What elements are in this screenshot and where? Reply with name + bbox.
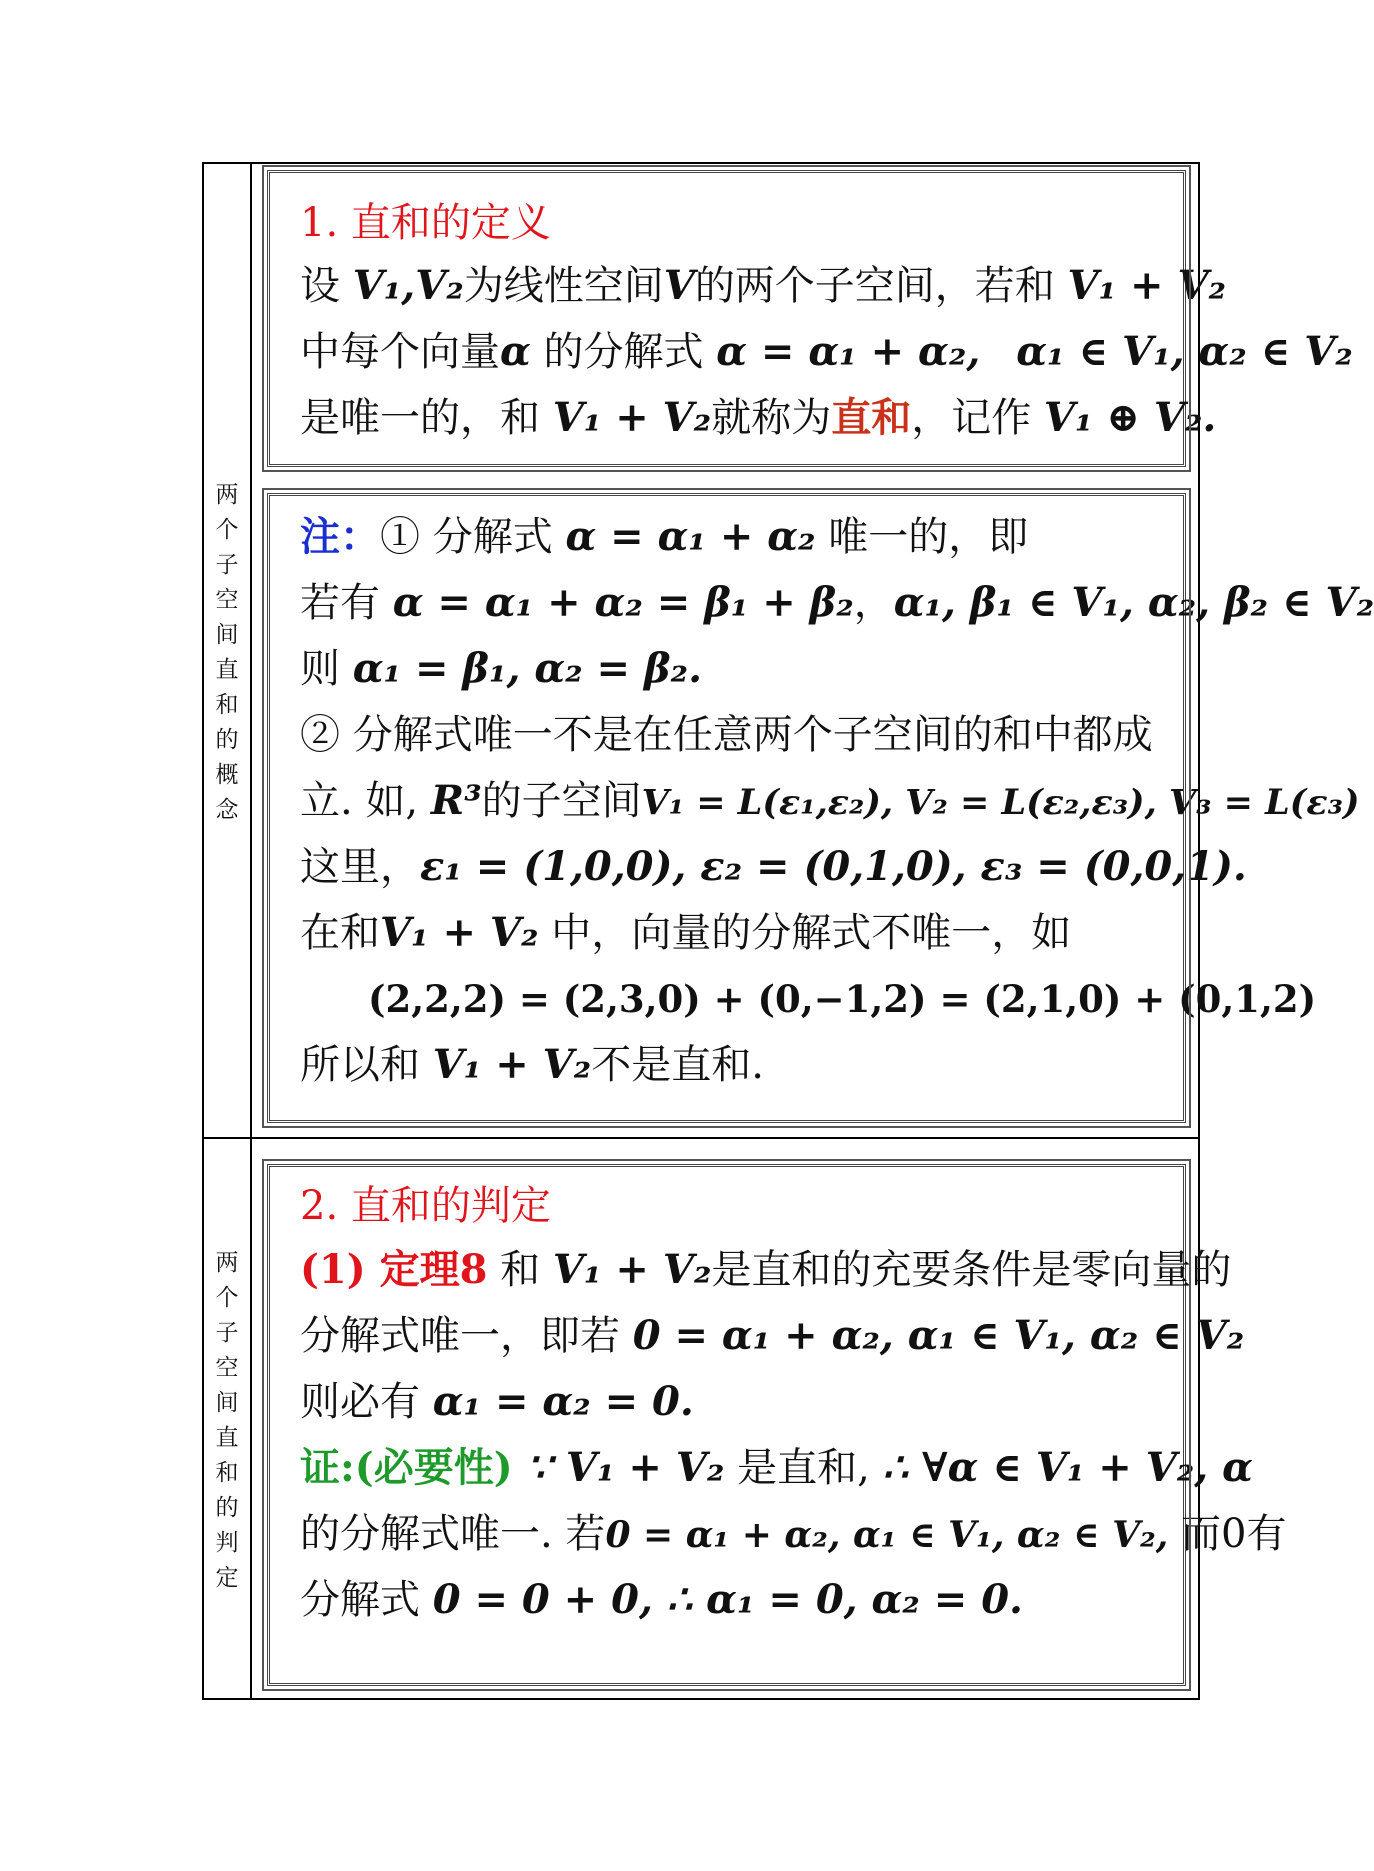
note-line-1: 注：① 分解式 α = α₁ + α₂ 唯一的，即 [300, 513, 1029, 560]
sidebar-char: 直 [215, 657, 239, 683]
note-line-2: 若有 α = α₁ + α₂ = β₁ + β₂，α₁, β₁ ∈ V₁, α₂, β₂ ∈ V₂ [300, 579, 1374, 626]
sidebar-char: 子 [215, 1320, 239, 1346]
sidebar-label-concept [204, 478, 250, 828]
sidebar-char: 和 [215, 1460, 239, 1486]
column-divider [250, 162, 252, 1700]
note-line-4: ② 分解式唯一不是在任意两个子空间的和中都成 [300, 712, 1153, 758]
sidebar-char: 空 [215, 587, 239, 613]
sidebar-char: 的 [215, 1495, 239, 1521]
sidebar-char: 两 [215, 1250, 239, 1276]
theorem-line-1: (1) 定理8 和 V₁ + V₂是直和的充要条件是零向量的 [300, 1246, 1232, 1293]
sidebar-char: 个 [215, 517, 239, 543]
definition-line-3: 是唯一的，和 V₁ + V₂就称为直和，记作 V₁ ⊕ V₂. [300, 394, 1217, 441]
sidebar-char: 概 [215, 762, 239, 788]
proof-line-3: 分解式 0 = 0 + 0, ∴ α₁ = 0, α₂ = 0. [300, 1576, 1023, 1623]
sidebar-char: 和 [215, 692, 239, 718]
theorem-line-2: 分解式唯一，即若 0 = α₁ + α₂, α₁ ∈ V₁, α₂ ∈ V₂ [300, 1312, 1245, 1359]
sidebar-char: 定 [215, 1565, 239, 1591]
sidebar-char: 判 [215, 1530, 239, 1556]
row-divider [202, 1137, 1200, 1139]
note-line-5: 立. 如, R³的子空间V₁ = L(ε₁,ε₂), V₂ = L(ε₂,ε₃), V₃ = L(ε₃) [300, 777, 1360, 824]
definition-line-2: 中每个向量α 的分解式 α = α₁ + α₂, α₁ ∈ V₁, α₂ ∈ V₂ [300, 328, 1353, 375]
notes-box [267, 493, 1374, 1123]
sidebar-label-criterion [204, 1246, 250, 1596]
sidebar-char: 直 [215, 1425, 239, 1451]
criterion-title: 2. 直和的判定 [300, 1183, 551, 1229]
proof-line-2: 的分解式唯一. 若0 = α₁ + α₂, α₁ ∈ V₁, α₂ ∈ V₂, 而0有 [300, 1511, 1287, 1557]
sidebar-char: 间 [215, 622, 239, 648]
theorem-line-3: 则必有 α₁ = α₂ = 0. [300, 1378, 694, 1425]
proof-line-1: 证:(必要性) ∵ V₁ + V₂ 是直和, ∴ ∀α ∈ V₁ + V₂, α [300, 1444, 1253, 1491]
sidebar-char: 空 [215, 1355, 239, 1381]
definition-box [267, 170, 1353, 467]
definition-line-1: 设 V₁,V₂为线性空间V的两个子空间，若和 V₁ + V₂ [300, 262, 1227, 309]
sidebar-char: 间 [215, 1390, 239, 1416]
note-line-7: 在和V₁ + V₂ 中，向量的分解式不唯一，如 [300, 909, 1072, 956]
proof-label: 证:(必要性) [300, 1444, 513, 1491]
direct-sum-term: 直和 [831, 394, 912, 441]
note-line-3: 则 α₁ = β₁, α₂ = β₂. [300, 645, 702, 692]
criterion-box [267, 1164, 1287, 1686]
theorem-label: (1) 定理8 [300, 1246, 488, 1293]
sidebar-char: 子 [215, 552, 239, 578]
note-line-6: 这里，ε₁ = (1,0,0), ε₂ = (0,1,0), ε₃ = (0,0,1). [300, 843, 1247, 890]
sidebar-char: 念 [215, 797, 239, 823]
definition-title: 1. 直和的定义 [300, 200, 551, 246]
sidebar-char: 两 [215, 482, 239, 508]
note-label: 注： [300, 513, 380, 560]
note-line-9: 所以和 V₁ + V₂不是直和. [300, 1041, 764, 1088]
sidebar-char: 个 [215, 1285, 239, 1311]
note-line-8: (2,2,2) = (2,3,0) + (0,−1,2) = (2,1,0) + (0,1,2) [368, 977, 1317, 1021]
sidebar-char: 的 [215, 727, 239, 753]
